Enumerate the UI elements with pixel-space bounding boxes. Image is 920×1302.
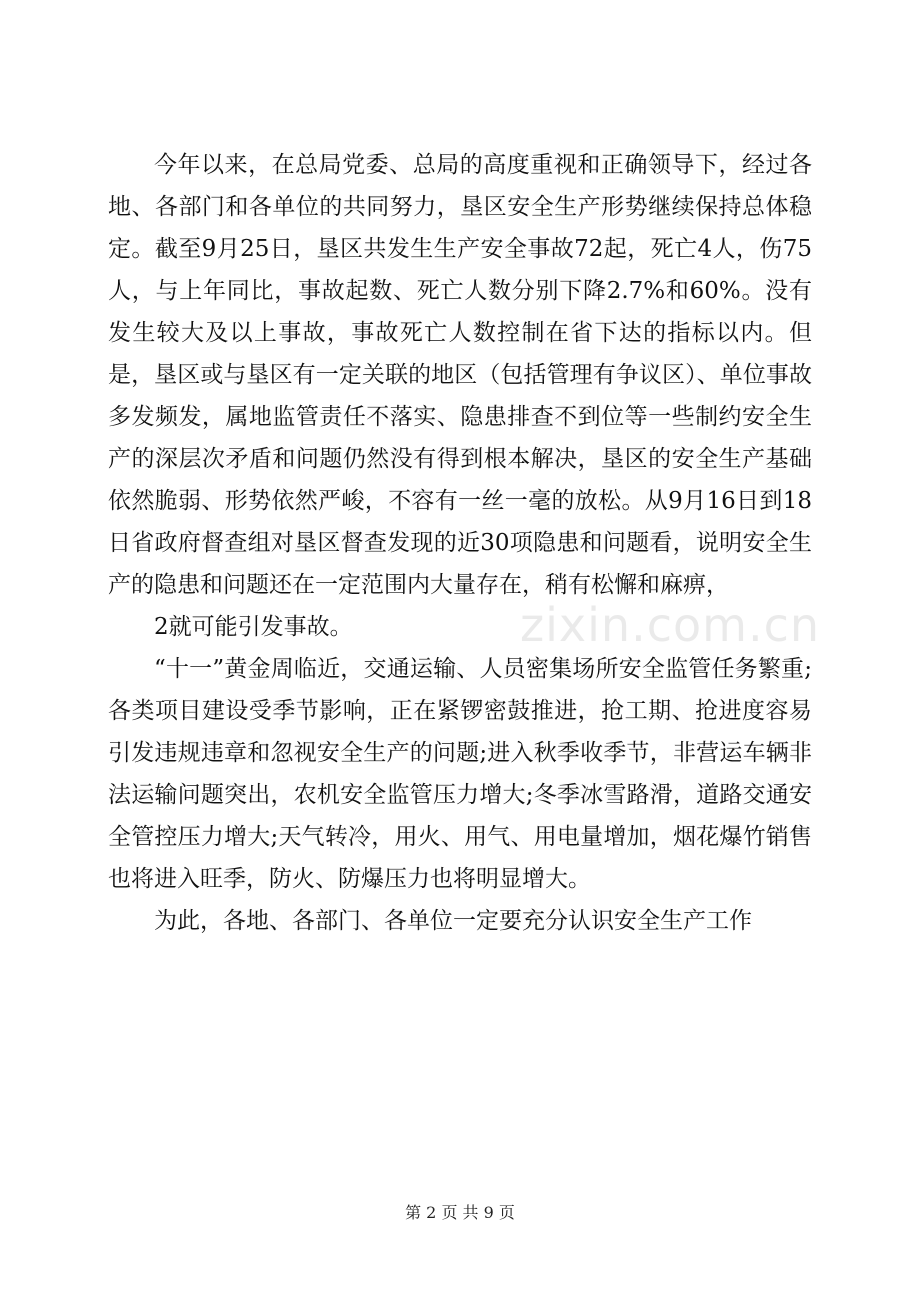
watermark: zixin.com.cn — [520, 598, 821, 652]
paragraph-4: 为此，各地、各部门、各单位一定要充分认识安全生产工作 — [154, 908, 752, 934]
paragraph-3: “十一”黄金周临近，交通运输、人员密集场所安全监管任务繁重;各类项目建设受季节影响，正在紧锣密鼓推进，抢工期、抢进度容易引发违规违章和忽视安全生产的问题;进入秋季收季节，非营运车辆非法运输问题突出，农机安全监管压力增大;冬季冰雪路滑，道路交通安全管控压力增大;天气转冷，用火、用气、用电量增加，烟花爆竹销售也将进入旺季，防火、防爆压力也将明显增大。 — [108, 656, 812, 892]
paragraph-1: 今年以来，在总局党委、总局的高度重视和正确领导下，经过各地、各部门和各单位的共同努力，垦区安全生产形势继续保持总体稳定。截至9月25日，垦区共发生生产安全事故72起，死亡4人，伤75人，与上年同比，事故起数、死亡人数分别下降2.7%和60%。没有发生较大及以上事故，事故死亡人数控制在省下达的指标以内。但是，垦区或与垦区有一定关联的地区（包括管理有争议区）、单位事故多发频发，属地监管责任不落实、隐患排查不到位等一些制约安全生产的深层次矛盾和问题仍然没有得到根本解决，垦区的安全生产基础依然脆弱、形势依然严峻，不容有一丝一毫的放松。从9月16日到18日省政府督查组对垦区督查发现的近30项隐患和问题看，说明安全生产的隐患和问题还在一定范围内大量存在，稍有松懈和麻痹， — [108, 152, 812, 598]
document-body — [108, 144, 812, 942]
page-number-footer: 第 2 页 共 9 页 — [405, 1203, 515, 1222]
paragraph-2: 2就可能引发事故。 — [154, 614, 353, 640]
